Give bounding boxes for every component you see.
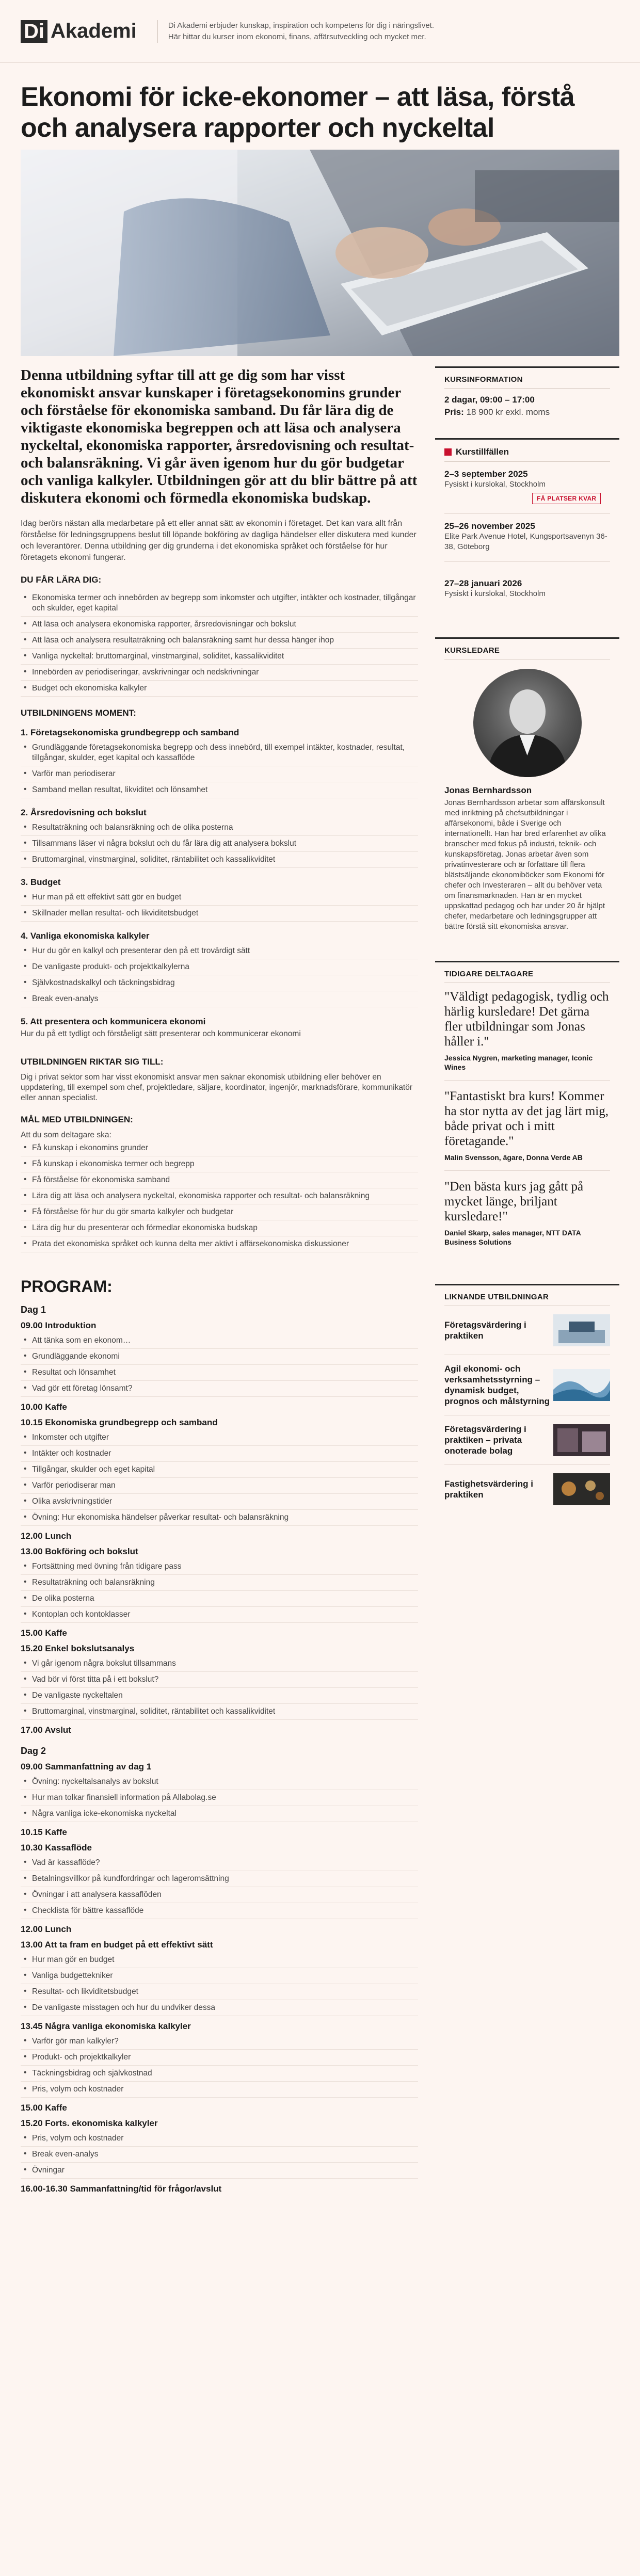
header-tagline [157,20,434,43]
list-item: • Hur man gör en budget [21,1952,418,1968]
goals-intro: Att du som deltagare ska: [21,1131,111,1139]
course-price [444,407,610,417]
list-item: • Innebörden av periodiseringar, avskrivningar och nedskrivningar [21,665,418,681]
program-session-title: 10.30 Kassaflöde [21,1843,92,1853]
course-location: Fysiskt i kurslokal, Stockholm [444,480,546,489]
program-session-title: 12.00 Lunch [21,1531,72,1541]
testimonial [444,1089,610,1171]
leader-photo [473,669,582,777]
list-item: • Pris, volym och kostnader [21,2082,418,2098]
list-item: • Skillnader mellan resultat- och likviditetsbudget [21,906,418,922]
program-session-title: 15.20 Forts. ekonomiska kalkyler [21,2118,158,2128]
list-item: • De vanligaste produkt- och projektkalkylerna [21,959,418,975]
moments-heading: UTBILDNINGENS MOMENT: [21,708,136,718]
goals-heading: MÅL MED UTBILDNINGEN: [21,1115,133,1124]
list-item: • Olika avskrivningstider [21,1494,418,1510]
tagline-line-2: Här hittar du kurser inom ekonomi, finans, affärsutveckling och mycket mer. [168,32,426,41]
leader-bio: Jonas Bernhardsson arbetar som affärskonsult med inriktning på chefsutbildningar i affärsekonomi, både i Sverige och internationellt. Han har bred erfarenhet av olika branscher med fokus på industri, teknik- och kunskapsföretag. Jonas arbetar även som privatinvesterare och är författare till flera blästsäljande ekonomiböcker som Ekonomi för chefer och Investeraren – allt du behöver veta om finansmarknaden. Han är en mycket uppskattad pedagog och har under 20 år hjälpt chefer, medarbetare och ledningsgrupper att bättre förstå sitt ekonomiska ansvar. [444,798,606,931]
program-session-title: 12.00 Lunch [21,1924,72,1934]
module-title: 1. Företagsekonomiska grundbegrepp och samband [21,728,239,737]
list-item: • Pris, volym och kostnader [21,2131,418,2147]
list-item: • Lära dig att läsa och analysera nyckeltal, ekonomiska rapporter och resultat- och balansräkning [21,1188,418,1204]
list-item: • Inkomster och utgifter [21,1430,418,1446]
hero-image [21,150,619,356]
list-item: • Fortsättning med övning från tidigare pass [21,1559,418,1575]
testimonial [444,989,610,1081]
program-session-list [21,1333,418,1397]
testimonial-author: Malin Svensson, ägare, Donna Verde AB [444,1153,583,1162]
list-item: • Övningar [21,2163,418,2179]
list-item: • Bruttomarginal, vinstmarginal, soliditet, räntabilitet och kassalikviditet [21,1704,418,1720]
program-session-title: 10.15 Kaffe [21,1827,67,1837]
logo-akademi: Akademi [51,20,137,42]
related-course-thumbnail [553,1424,610,1456]
day-heading: Dag 2 [21,1746,46,1756]
module-title: 4. Vanliga ekonomiska kalkyler [21,931,150,941]
kursledare-heading: KURSLEDARE [444,646,500,655]
program-session-title: 15.00 Kaffe [21,2103,67,2113]
main-content [21,366,418,2196]
course-date: 27–28 januari 2026 [444,578,522,588]
testimonial-quote: "Fantastiskt bra kurs! Kommer ha stor nytta av det jag lärt mig, både privat och i mitt företagande." [444,1089,609,1148]
list-item: • Övning: nyckeltalsanalys av bokslut [21,1774,418,1790]
module-title: 3. Budget [21,877,61,887]
module-list [21,820,418,868]
price-label: Pris: [444,407,464,417]
related-course-title: Företagsvärdering i praktiken – privata onoterade bolag [444,1424,526,1456]
related-course-title: Agil ekonomi- och verksamhetsstyrning – dynamisk budget, prognos och målstyrning [444,1364,550,1406]
learn-heading: DU FÅR LÄRA DIG: [21,575,102,585]
list-item: • Hur man tolkar finansiell information på Allabolag.se [21,1790,418,1806]
program-session-title: 13.00 Bokföring och bokslut [21,1547,138,1556]
list-item: • Vanliga nyckeltal: bruttomarginal, vinstmarginal, soliditet, kassalikviditet [21,649,418,665]
list-item: • De olika posterna [21,1591,418,1607]
program-session-title: 13.00 Att ta fram en budget på ett effektivt sätt [21,1940,213,1950]
program-session-list [21,2131,418,2179]
related-course-title: Fastighetsvärdering i praktiken [444,1479,533,1500]
list-item: • Varför gör man kalkyler? [21,2034,418,2050]
list-item: • Produkt- och projektkalkyler [21,2050,418,2066]
list-item: • Vad är kassaflöde? [21,1855,418,1871]
list-item: • Vad gör ett företag lönsamt? [21,1381,418,1397]
leader-name: Jonas Bernhardsson [444,785,532,795]
target-text: Dig i privat sektor som har visst ekonomiskt ansvar men saknar ekonomisk utbildning eller behöver en uppdatering, till exempel som chef, projektledare, säljare, koordinator, ingenjör, marknadsförare, kommunikatör eller annan specialist. [21,1073,413,1102]
list-item: • Budget och ekonomiska kalkyler [21,681,418,697]
module-title: 5. Att presentera och kommunicera ekonomi [21,1017,206,1026]
list-item: • Tillsammans läser vi några bokslut och du får lära dig att analysera bokslut [21,836,418,852]
program-session-title: 15.00 Kaffe [21,1628,67,1638]
list-item: • Bruttomarginal, vinstmarginal, soliditet, räntabilitet och kassalikviditet [21,852,418,868]
list-item: • Checklista för bättre kassaflöde [21,1903,418,1919]
list-item: • Tillgångar, skulder och eget kapital [21,1462,418,1478]
learn-list [21,590,418,697]
day-heading: Dag 1 [21,1305,46,1315]
program-session-title: 15.20 Enkel bokslutsanalys [21,1644,135,1653]
list-item: • Lära dig hur du presenterar och förmedlar ekonomiska budskap [21,1220,418,1236]
related-course-item[interactable] [444,1355,610,1415]
kursinfo-heading: KURSINFORMATION [444,375,523,384]
program-session-title: 13.45 Några vanliga ekonomiska kalkyler [21,2021,191,2031]
program-session-list [21,1952,418,2016]
list-item: • Att läsa och analysera ekonomiska rapporter, årsredovisningar och bokslut [21,617,418,633]
program-session-list [21,1774,418,1822]
list-item: • Kontoplan och kontoklasser [21,1607,418,1623]
course-date-item[interactable] [444,569,610,608]
list-item: • Få förståelse för hur du gör smarta kalkyler och budgetar [21,1204,418,1220]
program-session-title: 10.15 Ekonomiska grundbegrepp och samband [21,1418,218,1427]
program-session-title: 09.00 Introduktion [21,1321,97,1330]
day2-program [21,1762,418,2194]
goals-list [21,1140,418,1252]
module-text: Hur du på ett tydligt och förståeligt sätt presenterar och kommunicerar ekonomi [21,1029,301,1038]
list-item: • De vanligaste misstagen och hur du undviker dessa [21,2000,418,2016]
day1-program [21,1321,418,1735]
program-session-list [21,1559,418,1623]
list-item: • Ekonomiska termer och innebörden av begrepp som inkomster och utgifter, intäkter och kostnader, tillgångar och skulder, eget kapital [21,590,418,617]
course-days: 2 dagar, 09:00 – 17:00 [444,395,535,405]
module-list [21,890,418,922]
testimonial-author: Jessica Nygren, marketing manager, Iconic Wines [444,1054,593,1071]
list-item: • Att läsa och analysera resultaträkning och balansräkning samt hur dessa hänger ihop [21,633,418,649]
related-course-thumbnail [553,1369,610,1401]
related-course-thumbnail [553,1314,610,1346]
course-date-item[interactable] [444,469,610,514]
testimonial-author: Daniel Skarp, sales manager, NTT DATA Business Solutions [444,1229,581,1246]
kurstillfallen-label: Kurstillfällen [456,447,509,457]
list-item: • Prata det ekonomiska språket och kunna delta mer aktivt i affärsekonomiska diskussioner [21,1236,418,1252]
list-item: • Grundläggande ekonomi [21,1349,418,1365]
tagline-line-1: Di Akademi erbjuder kunskap, inspiration och kompetens för dig i näringslivet. [168,21,435,30]
course-date: 2–3 september 2025 [444,469,528,479]
list-item: • Vanliga budgettekniker [21,1968,418,1984]
list-item: • Varför periodiserar man [21,1478,418,1494]
flag-icon [444,448,452,456]
program-session-list [21,1430,418,1526]
program-session-title: 10.00 Kaffe [21,1402,67,1412]
list-item: • Break even-analys [21,2147,418,2163]
related-course-item[interactable] [444,1415,610,1465]
logo-di: Di [21,20,47,43]
list-item: • Resultat- och likviditetsbudget [21,1984,418,2000]
list-item: • Betalningsvillkor på kundfordringar och lageromsättning [21,1871,418,1887]
testimonials-heading: TIDIGARE DELTAGARE [444,970,534,978]
program-heading: PROGRAM: [21,1277,113,1296]
related-courses-card [435,1284,619,1522]
related-course-item[interactable] [444,1306,610,1355]
kurstillfallen-card [435,438,619,617]
list-item: • Intäkter och kostnader [21,1446,418,1462]
course-location: Elite Park Avenue Hotel, Kungsportsavenyn 36-38, Göteborg [444,532,607,551]
course-date-item[interactable] [444,521,610,562]
list-item: • Grundläggande företagsekonomiska begrepp och dess innebörd, till exempel intäkter, kostnader, resultat, tillgångar, skulder, eget kapital och kassaflöde [21,740,418,766]
list-item: • Övning: Hur ekonomiska händelser påverkar resultat- och balansräkning [21,1510,418,1526]
program-session-title: 17.00 Avslut [21,1725,71,1735]
list-item: • Resultaträkning och balansräkning [21,1575,418,1591]
list-item: • Få kunskap i ekonomiska termer och begrepp [21,1156,418,1172]
list-item: • Samband mellan resultat, likviditet och lönsamhet [21,782,418,798]
related-heading: LIKNANDE UTBILDNINGAR [444,1293,549,1301]
program-session-title: 09.00 Sammanfattning av dag 1 [21,1762,152,1772]
course-date: 25–26 november 2025 [444,521,535,531]
testimonials-card [435,961,619,1263]
site-header [0,0,640,63]
testimonial-quote: "Väldigt pedagogisk, tydlig och härlig kursledare! Det gärna fler utbildningar som Jonas håller i." [444,990,609,1049]
kursinformation-card [435,366,619,426]
course-location: Fysiskt i kurslokal, Stockholm [444,589,546,598]
sidebar [435,366,619,1542]
list-item: • Få förståelse för ekonomiska samband [21,1172,418,1188]
related-course-item[interactable] [444,1465,610,1514]
testimonial [444,1179,610,1255]
related-course-thumbnail [553,1473,610,1505]
program-session-list [21,1855,418,1919]
module-title: 2. Årsredovisning och bokslut [21,808,147,817]
price-value: 18 900 kr exkl. moms [466,407,550,417]
list-item: • Övningar i att analysera kassaflöden [21,1887,418,1903]
list-item: • Några vanliga icke-ekonomiska nyckeltal [21,1806,418,1822]
list-item: • Få kunskap i ekonomins grunder [21,1140,418,1156]
list-item: • Resultat och lönsamhet [21,1365,418,1381]
module-list [21,740,418,798]
list-item: • Break even-analys [21,991,418,1007]
program-session-list [21,1656,418,1720]
kurstillfallen-heading [444,447,610,457]
list-item: • Resultaträkning och balansräkning och de olika posterna [21,820,418,836]
testimonial-quote: "Den bästa kurs jag gått på mycket länge, briljant kursledare!" [444,1180,584,1223]
list-item: • Varför man periodiserar [21,766,418,782]
intro-paragraph: Idag berörs nästan alla medarbetare på ett eller annat sätt av ekonomin i företaget. Det kan vara allt från förståelse för ledningsgruppens beslut till löpande bokföring av dagliga händelser eller diskutera med kunder och leverantörer. Denna utbildning ger dig grunderna i det ekonomiska språket och förståelse för hur företagets ekonomi fungerar. [21,519,417,562]
di-akademi-logo[interactable] [21,20,137,43]
list-item: • Att tänka som en ekonom… [21,1333,418,1349]
few-seats-badge: FÅ PLATSER KVAR [532,493,601,504]
module-list [21,943,418,1007]
list-item: • Hur man på ett effektivt sätt gör en budget [21,890,418,906]
list-item: • De vanligaste nyckeltalen [21,1688,418,1704]
page-title: Ekonomi för icke-ekonomer – att läsa, förstå och analysera rapporter och nyckeltal [21,82,575,143]
related-course-title: Företagsvärdering i praktiken [444,1320,526,1341]
lead-paragraph: Denna utbildning syftar till att ge dig som har visst ekonomiskt ansvar kunskaper i företagsekonomins grunder och förståelse för ekonomiska samband. Du får lära dig de viktigaste ekonomiska begreppen och att läsa och analysera nyckeltal, ekonomiska rapporter, årsredovisning och resultat- och balansräkning. Vi går även igenom hur du gör budgetar och vanliga kalkyler. Utbildningen gör att du blir bättre på att diskutera ekonomi och förmedla ekonomiska budskap. [21,367,418,506]
kursledare-card [435,637,619,940]
list-item: • Vi går igenom några bokslut tillsammans [21,1656,418,1672]
target-heading: UTBILDNINGEN RIKTAR SIG TILL: [21,1057,164,1067]
list-item: • Hur du gör en kalkyl och presenterar den på ett trovärdigt sätt [21,943,418,959]
program-session-list [21,2034,418,2098]
program-session-title: 16.00-16.30 Sammanfattning/tid för frågor/avslut [21,2184,222,2194]
list-item: • Självkostnadskalkyl och täckningsbidrag [21,975,418,991]
list-item: • Täckningsbidrag och självkostnad [21,2066,418,2082]
list-item: • Vad bör vi först titta på i ett bokslut? [21,1672,418,1688]
